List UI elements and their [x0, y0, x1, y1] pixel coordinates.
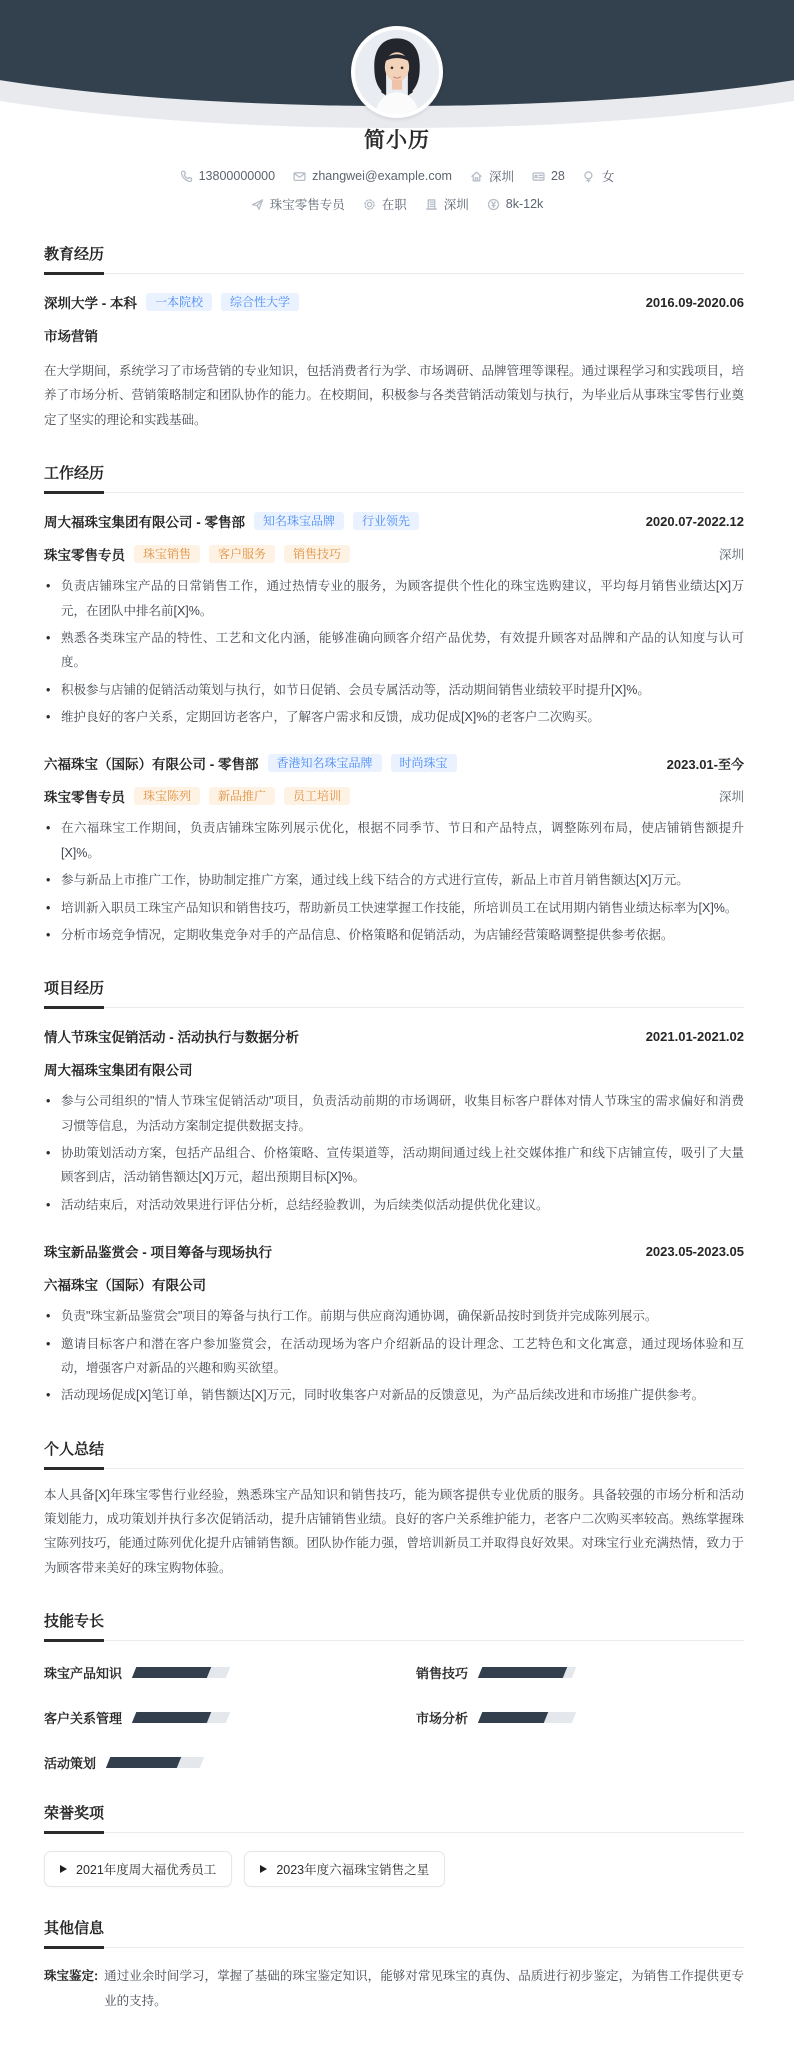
work-entry	[44, 511, 744, 729]
skill-item	[44, 1753, 372, 1772]
age-icon	[532, 170, 545, 183]
skill-item	[416, 1663, 744, 1682]
section-skills	[44, 1610, 744, 1772]
skill-bar	[132, 1667, 230, 1678]
education-school: 深圳大学 - 本科	[44, 296, 137, 311]
skill-label: 客户关系管理	[44, 1711, 123, 1727]
contact-position	[251, 195, 345, 213]
salary-icon	[487, 198, 500, 211]
project-name: 珠宝新品鉴赏会 - 项目筹备与现场执行	[44, 1245, 272, 1261]
project-bullet: • 负责"珠宝新品鉴赏会"项目的筹备与执行工作。前期与供应商沟通协调，确保新品按时到货并完成陈列展示。	[44, 1304, 744, 1328]
city-icon	[425, 198, 438, 211]
work-role-tag: 珠宝销售	[134, 545, 200, 563]
play-icon	[260, 1865, 267, 1873]
skill-label: 活动策划	[44, 1756, 97, 1772]
skill-bar-fill	[478, 1712, 548, 1723]
contact-gender-value: 女	[601, 170, 615, 184]
work-company-tag: 知名珠宝品牌	[254, 512, 344, 530]
work-role-tag: 销售技巧	[284, 545, 350, 563]
contact-gender	[583, 167, 615, 185]
section-title-work: 工作经历	[44, 462, 744, 493]
work-bullet: • 维护良好的客户关系，定期回访老客户，了解客户需求和反馈，成功促成[X]%的老客户二次购买。	[44, 705, 744, 729]
work-role-tag: 员工培训	[284, 787, 350, 805]
skill-item	[416, 1708, 744, 1727]
work-bullet: • 积极参与店铺的促销活动策划与执行，如节日促销、会员专属活动等，活动期间销售业绩较平时提升[X]%。	[44, 678, 744, 702]
skill-item	[44, 1663, 372, 1682]
work-role-tag: 新品推广	[209, 787, 275, 805]
work-role-tag: 客户服务	[209, 545, 275, 563]
honors-list	[44, 1851, 744, 1887]
project-company: 周大福珠宝集团有限公司	[44, 1063, 193, 1079]
contact-salary-value: 8k-12k	[505, 197, 544, 211]
section-projects	[44, 977, 744, 1407]
project-bullet: • 参与公司组织的"情人节珠宝促销活动"项目，负责活动前期的市场调研，收集目标客户群体对情人节珠宝的需求偏好和消费习惯等信息，为活动方案制定提供数据支持。	[44, 1089, 744, 1138]
education-major: 市场营销	[44, 329, 98, 344]
project-bullets	[44, 1304, 744, 1408]
work-bullet: • 分析市场竞争情况，定期收集竞争对手的产品信息、价格策略和促销活动，为店铺经营策略调整提供参考依据。	[44, 923, 744, 947]
project-bullet: • 活动结束后，对活动效果进行评估分析，总结经验教训，为后续类似活动提供优化建议。	[44, 1193, 744, 1217]
avatar-portrait	[355, 30, 439, 114]
play-icon	[60, 1865, 67, 1873]
project-bullet: • 协助策划活动方案，包括产品组合、价格策略、宣传渠道等，活动期间通过线上社交媒体推广和线下店铺宣传，吸引了大量顾客到店，活动销售额达[X]万元，超出预期目标[X]%。	[44, 1141, 744, 1190]
other-info-row	[44, 1964, 744, 2013]
education-description: 在大学期间，系统学习了市场营销的专业知识，包括消费者行为学、市场调研、品牌管理等课程。通过课程学习和实践项目，培养了市场分析、营销策略制定和团队协作的能力。在校期间，积极参与各类营销活动策划与执行，为毕业后从事珠宝零售行业奠定了坚实的理论和实践基础。	[44, 364, 745, 427]
project-name: 情人节珠宝促销活动 - 活动执行与数据分析	[44, 1030, 299, 1046]
section-title-honors: 荣誉奖项	[44, 1802, 744, 1833]
work-bullet: • 负责店铺珠宝产品的日常销售工作，通过热情专业的服务，为顾客提供个性化的珠宝选购建议，平均每月销售业绩达[X]万元，在团队中排名前[X]%。	[44, 574, 744, 623]
contact-row-1	[0, 167, 794, 185]
contact-position-value: 珠宝零售专员	[269, 198, 345, 212]
skill-bar-fill	[478, 1667, 567, 1678]
skill-bar	[132, 1712, 230, 1723]
work-bullet: • 在六福珠宝工作期间，负责店铺珠宝陈列展示优化，根据不同季节、节日和产品特点，调整陈列布局，使店铺销售额提升[X]%。	[44, 816, 744, 865]
skill-bar-fill	[132, 1712, 212, 1723]
education-tag: 一本院校	[146, 293, 212, 311]
location-icon	[470, 170, 483, 183]
contact-phone-value: 13800000000	[198, 169, 276, 183]
contact-location	[470, 167, 514, 185]
contact-email	[293, 169, 452, 183]
project-bullet: • 活动现场促成[X]笔订单，销售额达[X]万元，同时收集客户对新品的反馈意见，为产品后续改进和市场推广提供参考。	[44, 1383, 744, 1407]
contact-salary	[487, 197, 544, 211]
other-info-label: 珠宝鉴定:	[44, 1969, 99, 1984]
honor-text: 2023年度六福珠宝销售之星	[276, 1863, 430, 1878]
skill-bar-fill	[106, 1757, 181, 1768]
contact-row-2	[0, 195, 794, 213]
skill-item	[44, 1708, 372, 1727]
section-title-skills: 技能专长	[44, 1610, 744, 1641]
contact-email-value: zhangwei@example.com	[312, 169, 452, 183]
contact-status-value: 在职	[381, 198, 407, 212]
contact-location-value: 深圳	[488, 170, 514, 184]
position-icon	[251, 198, 264, 211]
work-company-tag: 香港知名珠宝品牌	[268, 754, 382, 772]
contact-age	[532, 169, 565, 183]
candidate-name: 简小历	[364, 129, 430, 152]
section-summary	[44, 1438, 744, 1581]
avatar	[351, 26, 443, 118]
skill-bar	[478, 1667, 576, 1678]
skill-label: 珠宝产品知识	[44, 1666, 123, 1682]
section-education	[44, 243, 744, 432]
work-location: 深圳	[718, 790, 744, 805]
work-company: 六福珠宝（国际）有限公司 - 零售部	[44, 757, 259, 773]
project-entry	[44, 1026, 744, 1217]
education-date: 2016.09-2020.06	[645, 294, 744, 310]
skills-grid	[44, 1663, 744, 1772]
summary-text: 本人具备[X]年珠宝零售行业经验，熟悉珠宝产品知识和销售技巧，能为顾客提供专业优质的服务。具备较强的市场分析和活动策划能力，成功策划并执行多次促销活动，提升店铺销售业绩。良好的客户关系维护能力，老客户二次购买率较高。熟练掌握珠宝陈列技巧，能通过陈列优化提升店铺销售额。团队协作能力强，曾培训新员工并取得良好效果。对珠宝行业充满热情，致力于为顾客带来美好的珠宝购物体验。	[44, 1487, 745, 1575]
section-title-summary: 个人总结	[44, 1438, 744, 1469]
work-bullet: • 熟悉各类珠宝产品的特性、工艺和文化内涵，能够准确向顾客介绍产品优势，有效提升顾客对品牌和产品的认知度与认可度。	[44, 626, 744, 675]
contact-city-value: 深圳	[443, 198, 469, 212]
skill-label: 市场分析	[416, 1711, 469, 1727]
project-bullets	[44, 1089, 744, 1217]
section-title-education: 教育经历	[44, 243, 744, 274]
skill-label: 销售技巧	[416, 1666, 469, 1682]
contact-status	[363, 195, 407, 213]
other-info-text: 通过业余时间学习，掌握了基础的珠宝鉴定知识，能够对常见珠宝的真伪、品质进行初步鉴定，为销售工作提供更专业的支持。	[104, 1969, 744, 2008]
skill-bar	[478, 1712, 576, 1723]
section-title-other: 其他信息	[44, 1917, 744, 1948]
skill-bar	[106, 1757, 204, 1768]
status-icon	[363, 198, 376, 211]
honor-text: 2021年度周大福优秀员工	[76, 1863, 217, 1878]
honor-badge	[244, 1851, 445, 1887]
section-title-projects: 项目经历	[44, 977, 744, 1008]
work-company-tag: 行业领先	[353, 512, 419, 530]
project-date: 2023.05-2023.05	[645, 1243, 744, 1259]
work-entry	[44, 753, 744, 947]
resume-body	[0, 243, 794, 2053]
honor-badge	[44, 1851, 232, 1887]
hero-header	[0, 0, 794, 122]
work-role: 珠宝零售专员	[44, 548, 125, 564]
work-bullets	[44, 574, 744, 729]
work-role: 珠宝零售专员	[44, 790, 125, 806]
contact-phone	[180, 169, 275, 183]
project-company: 六福珠宝（国际）有限公司	[44, 1278, 206, 1294]
work-bullet: • 参与新品上市推广工作，协助制定推广方案，通过线上线下结合的方式进行宣传，新品上市首月销售额达[X]万元。	[44, 868, 744, 892]
project-bullet: • 邀请目标客户和潜在客户参加鉴赏会，在活动现场为客户介绍新品的设计理念、工艺特色和文化寓意，通过现场体验和互动，增强客户对新品的兴趣和购买欲望。	[44, 1332, 744, 1381]
skill-bar-fill	[132, 1667, 212, 1678]
section-work	[44, 462, 744, 947]
contact-age-value: 28	[550, 169, 565, 183]
work-company-tag: 时尚珠宝	[391, 754, 457, 772]
gender-icon	[583, 170, 596, 183]
work-date: 2023.01-至今	[666, 756, 744, 772]
mail-icon	[293, 170, 306, 183]
phone-icon	[180, 170, 193, 183]
work-bullet: • 培训新入职员工珠宝产品知识和销售技巧，帮助新员工快速掌握工作技能，所培训员工在试用期内销售业绩达标率为[X]%。	[44, 896, 744, 920]
work-date: 2020.07-2022.12	[645, 513, 744, 529]
section-other	[44, 1917, 744, 2013]
project-entry	[44, 1241, 744, 1408]
section-honors	[44, 1802, 744, 1887]
work-bullets	[44, 816, 744, 947]
education-tag: 综合性大学	[221, 293, 299, 311]
work-company: 周大福珠宝集团有限公司 - 零售部	[44, 515, 245, 531]
work-role-tag: 珠宝陈列	[134, 787, 200, 805]
contact-city	[425, 195, 469, 213]
work-location: 深圳	[718, 548, 744, 563]
project-date: 2021.01-2021.02	[645, 1028, 744, 1044]
